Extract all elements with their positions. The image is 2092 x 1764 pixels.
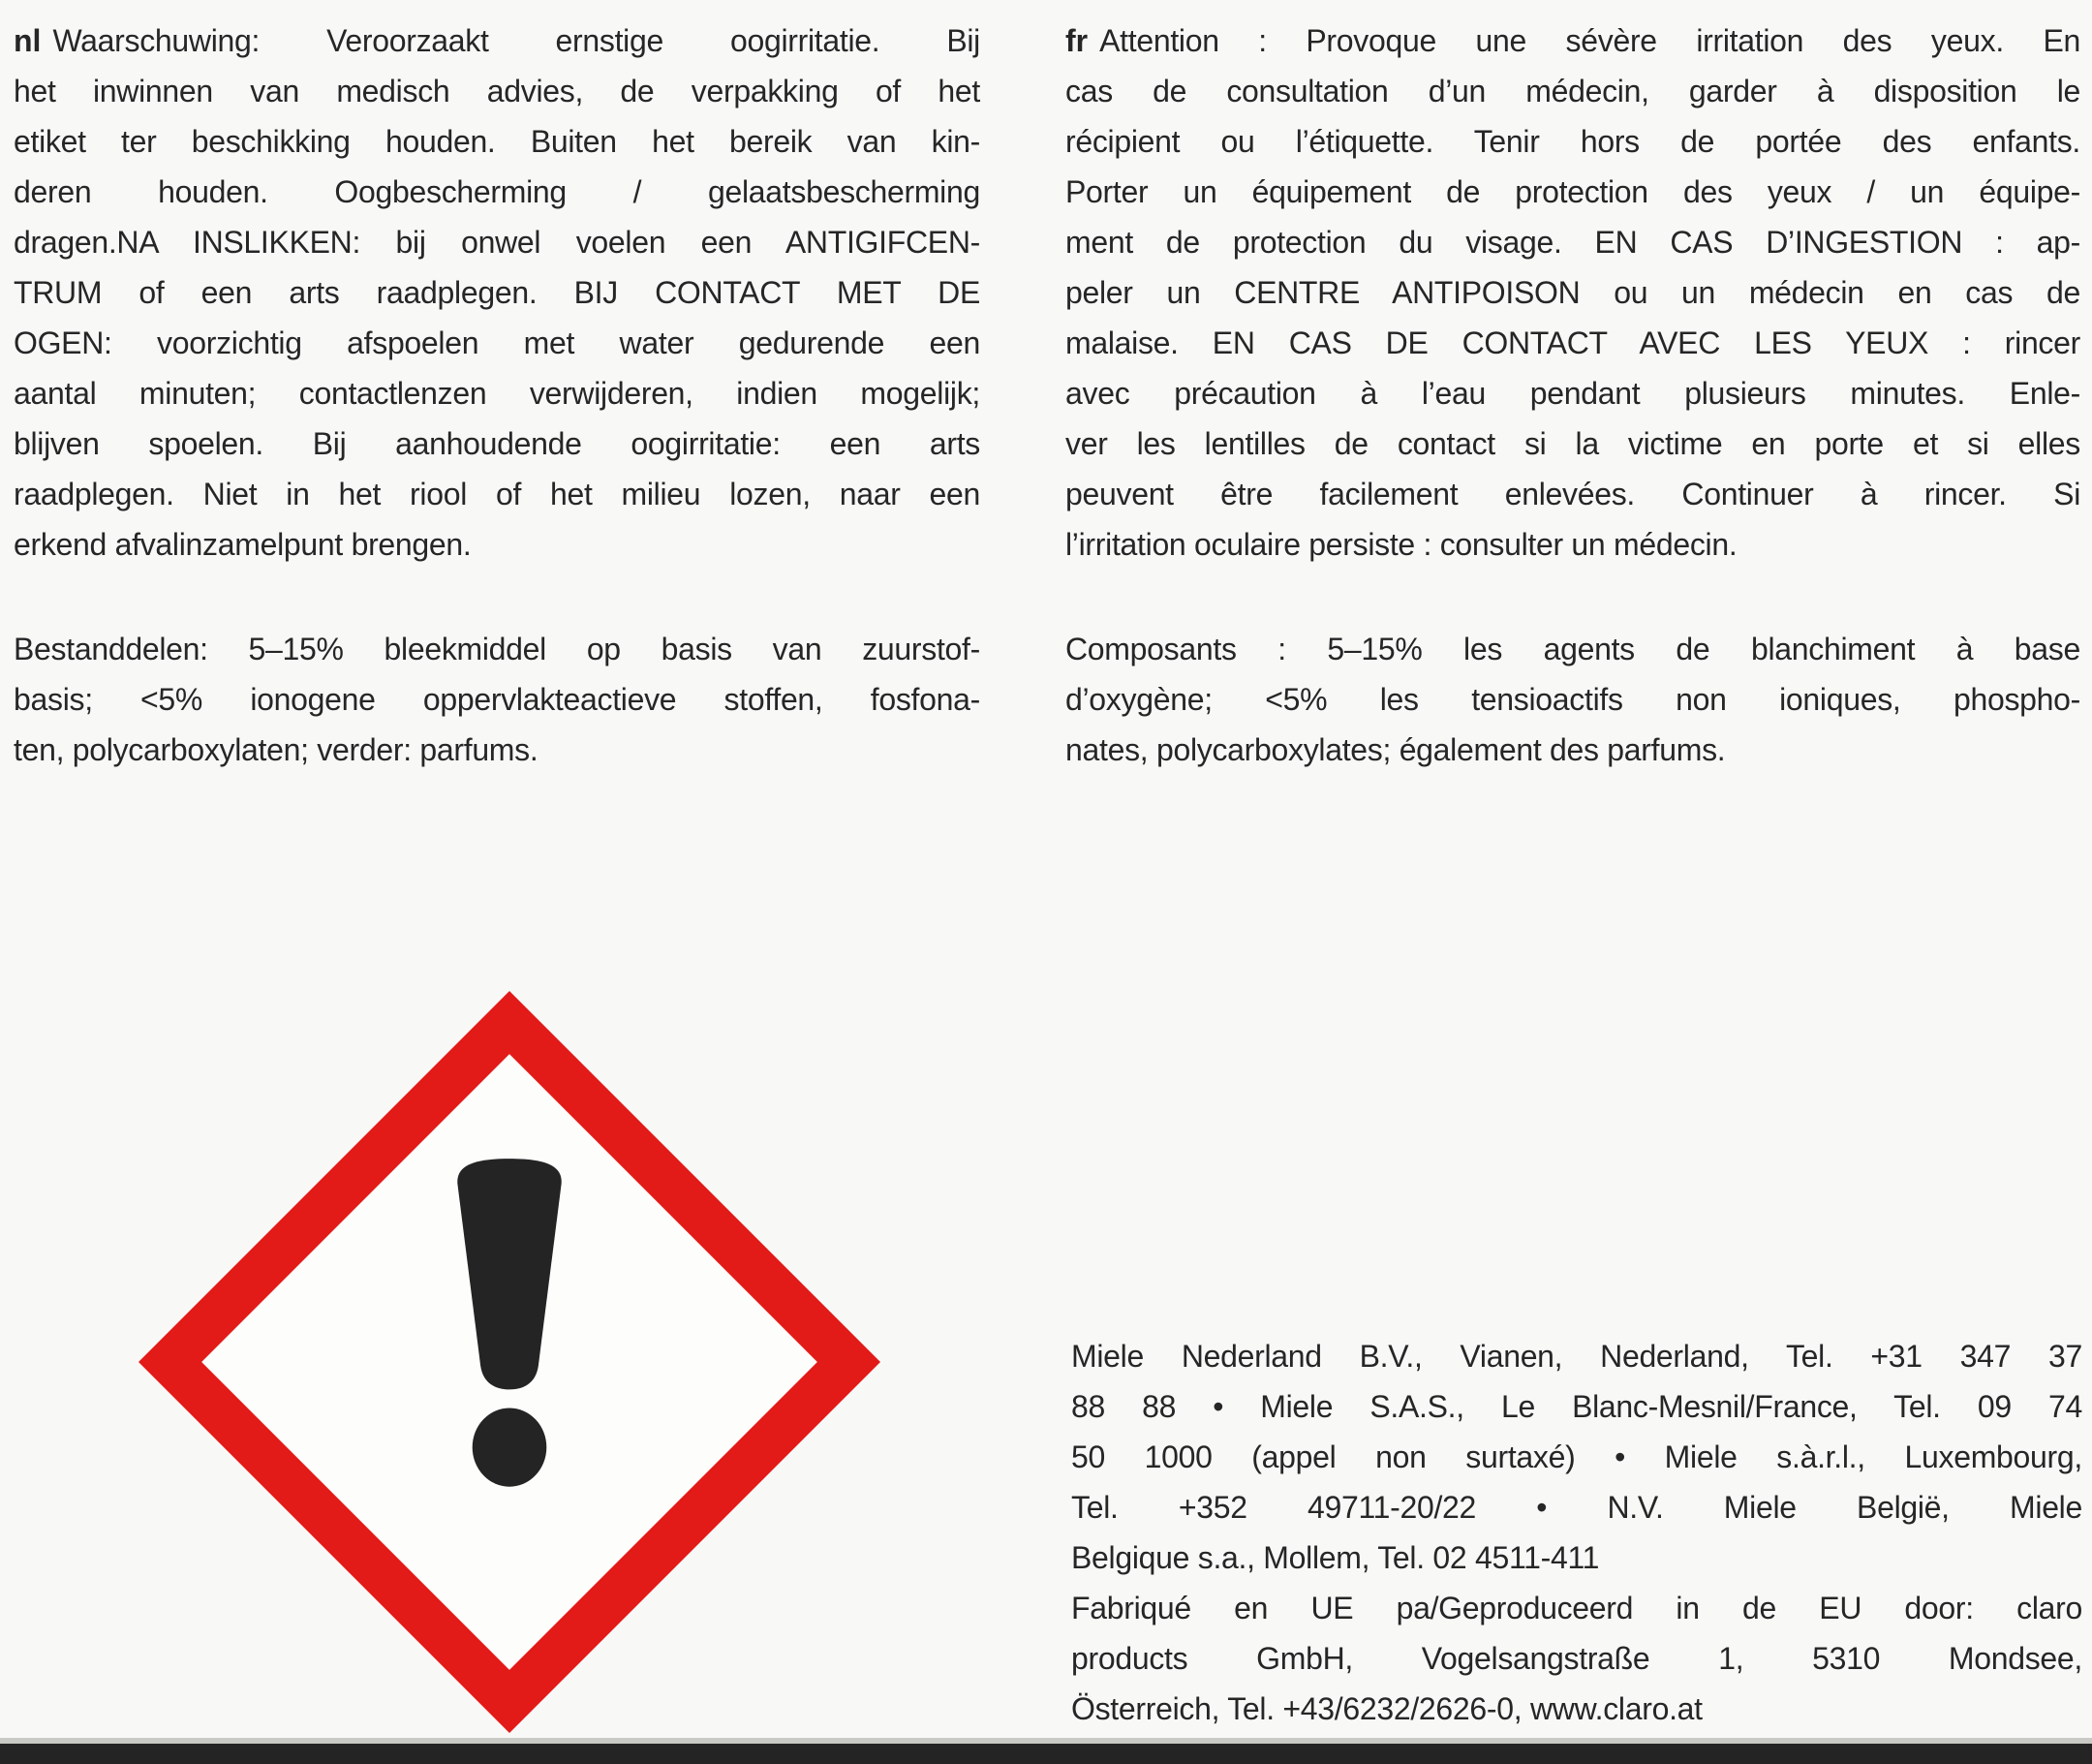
- exclamation-dot-icon: [473, 1408, 547, 1486]
- text-line: malaise. EN CAS DE CONTACT AVEC LES YEUX : rincer: [1065, 325, 2080, 360]
- ghs07-exclamation-pictogram: [138, 991, 880, 1733]
- text-line: Composants : 5–15% les agents de blanchiment à base: [1065, 632, 2080, 666]
- text-line: ver les lentilles de contact si la victime en porte et si elles: [1065, 426, 2080, 461]
- text-line: aantal minuten; contactlenzen verwijderen, indien mogelijk;: [14, 376, 980, 411]
- nl-section: [14, 15, 980, 775]
- fr-warning-paragraph: [1065, 15, 2080, 570]
- manufacturer-address-block: [1071, 1331, 2082, 1734]
- text-line: nl Waarschuwing: Veroorzaakt ernstige oogirritatie. Bij: [14, 23, 980, 58]
- text-line: ment de protection du visage. EN CAS D’INGESTION : ap-: [1065, 225, 2080, 260]
- text-line: erkend afvalinzamelpunt brengen.: [14, 527, 472, 562]
- text-line: cas de consultation d’un médecin, garder à disposition le: [1065, 74, 2080, 108]
- text-line: deren houden. Oogbescherming / gelaatsbescherming: [14, 174, 980, 209]
- text-line: nates, polycarboxylates; également des parfums.: [1065, 732, 1726, 767]
- text-line: Porter un équipement de protection des yeux / un équipe-: [1065, 174, 2080, 209]
- nl-ingredients-paragraph: [14, 624, 980, 775]
- text-line: fr Attention : Provoque une sévère irritation des yeux. En: [1065, 23, 2080, 58]
- text-line: Österreich, Tel. +43/6232/2626-0, www.claro.at: [1071, 1691, 1703, 1726]
- text-line: peuvent être facilement enlevées. Continuer à rincer. Si: [1065, 477, 2080, 511]
- text-line: Miele Nederland B.V., Vianen, Nederland, Tel. +31 347 37: [1071, 1339, 2082, 1374]
- text-line: Tel. +352 49711-20/22 • N.V. Miele België, Miele: [1071, 1490, 2082, 1525]
- text-line: raadplegen. Niet in het riool of het milieu lozen, naar een: [14, 477, 980, 511]
- text-line: l’irritation oculaire persiste : consulter un médecin.: [1065, 527, 1738, 562]
- text-line: ten, polycarboxylaten; verder: parfums.: [14, 732, 538, 767]
- text-line: OGEN: voorzichtig afspoelen met water gedurende een: [14, 325, 980, 360]
- fr-section: [1065, 15, 2080, 775]
- label-bottom-edge: [0, 1744, 2092, 1764]
- fr-ingredients-paragraph: [1065, 624, 2080, 775]
- language-tag: nl: [14, 23, 42, 58]
- text-line: etiket ter beschikking houden. Buiten het bereik van kin-: [14, 124, 980, 159]
- text-line: récipient ou l’étiquette. Tenir hors de portée des enfants.: [1065, 124, 2080, 159]
- text-line: Belgique s.a., Mollem, Tel. 02 4511-411: [1071, 1540, 1600, 1575]
- text-line: dragen.NA INSLIKKEN: bij onwel voelen een ANTIGIFCEN-: [14, 225, 980, 260]
- language-tag: fr: [1065, 23, 1089, 58]
- text-line: TRUM of een arts raadplegen. BIJ CONTACT MET DE: [14, 275, 980, 310]
- text-line: blijven spoelen. Bij aanhoudende oogirritatie: een arts: [14, 426, 980, 461]
- text-line: Bestanddelen: 5–15% bleekmiddel op basis van zuurstof-: [14, 632, 980, 666]
- text-line: 50 1000 (appel non surtaxé) • Miele s.à.r.l., Luxembourg,: [1071, 1439, 2082, 1474]
- text-line: 88 88 • Miele S.A.S., Le Blanc-Mesnil/France, Tel. 09 74: [1071, 1389, 2082, 1424]
- nl-warning-paragraph: [14, 15, 980, 570]
- text-line: products GmbH, Vogelsangstraße 1, 5310 Mondsee,: [1071, 1641, 2082, 1676]
- text-line: Fabriqué en UE pa/Geproduceerd in de EU door: claro: [1071, 1591, 2082, 1625]
- text-line: d’oxygène; <5% les tensioactifs non ioniques, phospho-: [1065, 682, 2080, 717]
- text-line: het inwinnen van medisch advies, de verpakking of het: [14, 74, 980, 108]
- text-line: basis; <5% ionogene oppervlakteactieve stoffen, fosfona-: [14, 682, 980, 717]
- text-line: avec précaution à l’eau pendant plusieurs minutes. Enle-: [1065, 376, 2080, 411]
- text-line: peler un CENTRE ANTIPOISON ou un médecin en cas de: [1065, 275, 2080, 310]
